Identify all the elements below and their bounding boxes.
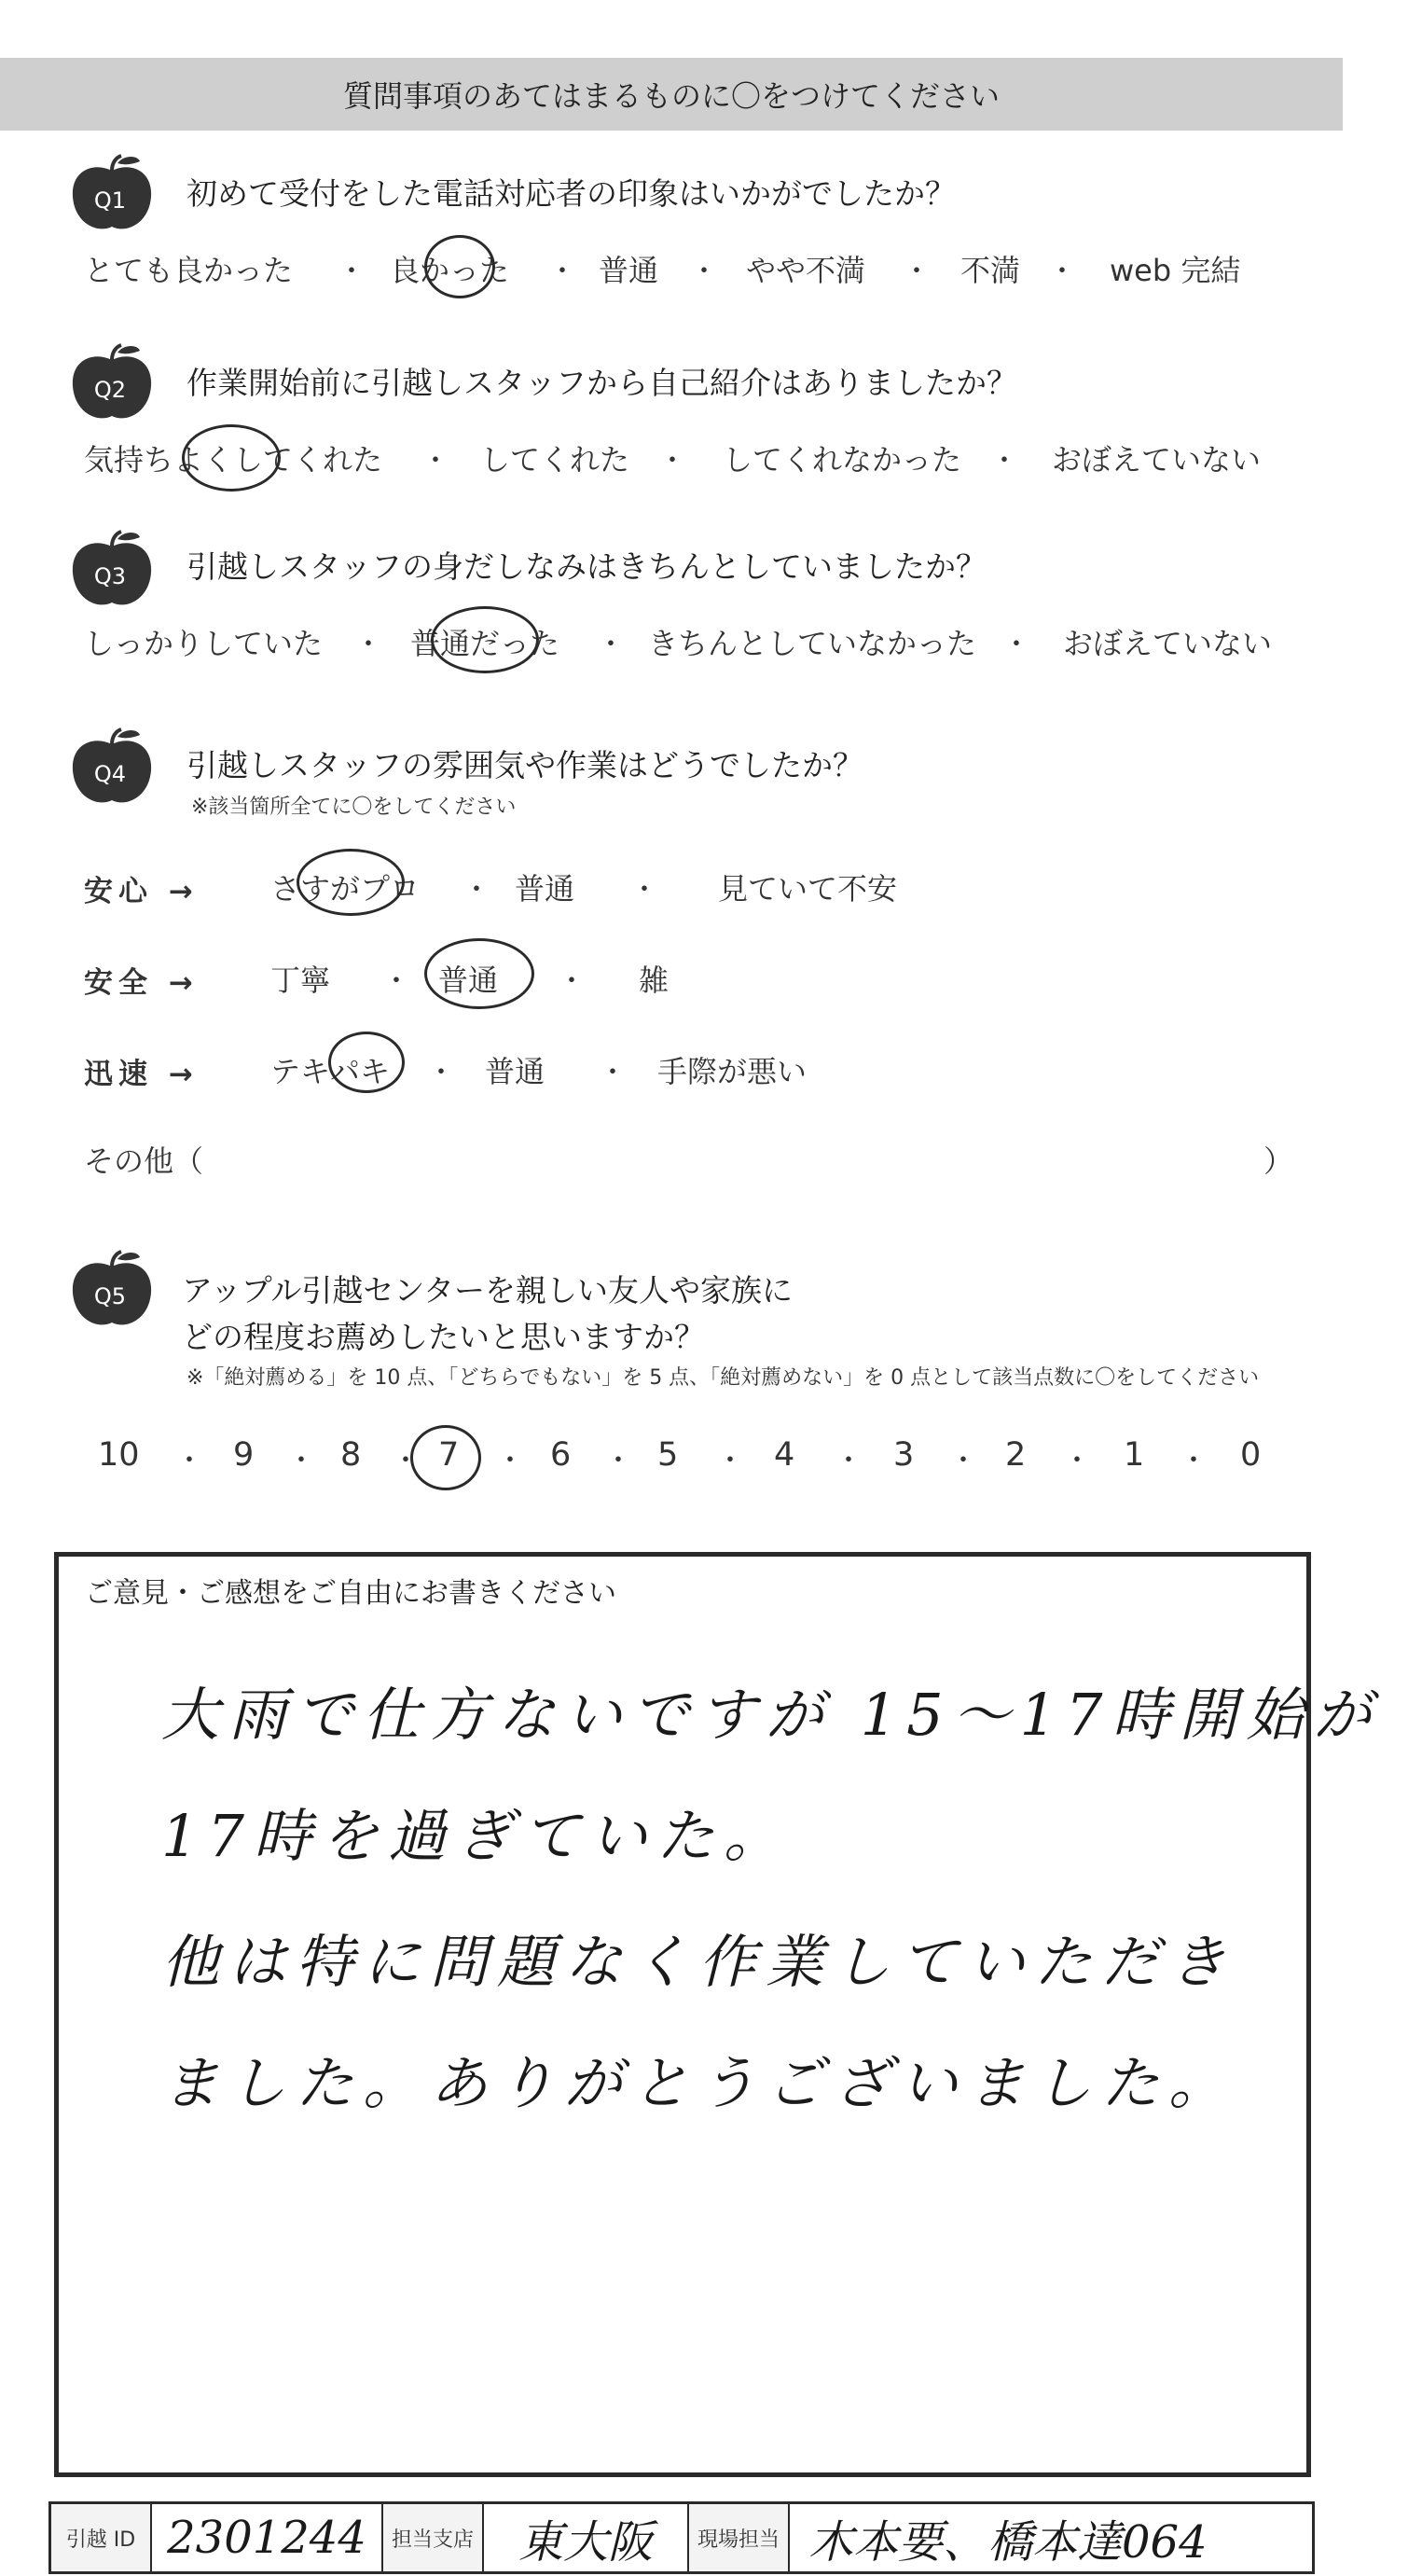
q1-apple-badge-icon <box>65 154 159 238</box>
separator-dot: ・ <box>496 1445 524 1477</box>
separator-dot: ・ <box>1048 256 1076 288</box>
id-label: 引越 ID <box>51 2504 152 2571</box>
q4-note: ※該当箇所全てに〇をしてください <box>191 796 517 819</box>
q3-option-2[interactable]: 普通だった <box>410 626 560 661</box>
separator-dot: ・ <box>630 874 658 907</box>
survey-title: 質問事項のあてはまるものに〇をつけてください <box>342 78 1000 114</box>
selection-circle <box>431 606 539 673</box>
selection-circle <box>424 235 495 298</box>
branch-label: 担当支店 <box>383 2504 484 2571</box>
q3-option-4[interactable]: おぼえていない <box>1063 626 1273 661</box>
score-4[interactable]: 4 <box>774 1436 795 1474</box>
selection-circle <box>328 1032 405 1093</box>
q4-anshin-option-1[interactable]: さすがプロ <box>270 871 421 907</box>
separator-dot: ・ <box>558 965 586 998</box>
q4-anzen-option-2[interactable]: 普通 <box>438 963 499 998</box>
q4-row-label-anshin: 安心 → <box>84 875 199 908</box>
q4-row-label-anzen: 安全 → <box>84 966 199 1000</box>
separator-dot: ・ <box>462 874 490 907</box>
score-8[interactable]: 8 <box>340 1436 362 1474</box>
separator-dot: ・ <box>421 445 449 478</box>
q4-other-label: その他（ <box>84 1143 204 1179</box>
selection-circle <box>424 938 534 1009</box>
separator-dot: ・ <box>597 629 625 661</box>
q1-badge-label: Q1 <box>93 187 127 214</box>
score-6[interactable]: 6 <box>550 1436 572 1474</box>
q5-note: ※「絶対薦める」を 10 点、「どちらでもない」を 5 点、「絶対薦めない」を 0 点として該当点数に〇をしてください <box>186 1366 1260 1390</box>
selection-circle <box>297 849 405 916</box>
q5-badge-label: Q5 <box>93 1283 127 1309</box>
q4-anzen-option-1[interactable]: 丁寧 <box>270 963 331 998</box>
q1-option-4[interactable]: やや不満 <box>746 253 866 288</box>
separator-dot: ・ <box>1063 1445 1091 1477</box>
separator-dot: ・ <box>287 1445 315 1477</box>
separator-dot: ・ <box>175 1445 203 1477</box>
q2-question: 作業開始前に引越しスタッフから自己紹介はありましたか？ <box>186 365 1017 401</box>
q1-question: 初めて受付をした電話対応者の印象はいかがでしたか？ <box>186 175 956 212</box>
q2-option-3[interactable]: してくれなかった <box>723 442 962 478</box>
selection-circle <box>410 1425 481 1490</box>
separator-dot: ・ <box>354 629 382 661</box>
separator-dot: ・ <box>599 1057 627 1089</box>
separator-dot: ・ <box>548 256 576 288</box>
q3-option-1[interactable]: しっかりしていた <box>84 626 324 661</box>
comment-line-3: 他は特に問題なく作業していただき <box>161 1928 1236 1996</box>
q1-option-6[interactable]: web 完結 <box>1110 253 1241 288</box>
score-2[interactable]: 2 <box>1005 1436 1027 1474</box>
q1-option-2[interactable]: 良かった <box>390 253 510 288</box>
score-10[interactable]: 10 <box>98 1436 140 1474</box>
separator-dot: ・ <box>1180 1445 1208 1477</box>
staff-value: 木本要、橋本達064 <box>808 2515 1208 2569</box>
id-value: 2301244 <box>152 2504 383 2571</box>
score-0[interactable]: 0 <box>1240 1436 1262 1474</box>
q4-jinsoku-option-3[interactable]: 手際が悪い <box>657 1054 808 1089</box>
comment-line-1: 大雨で仕方ないですが 15～17時開始が <box>161 1681 1381 1749</box>
comment-box[interactable] <box>54 1552 1381 2477</box>
q4-anshin-option-3[interactable]: 見ていて不安 <box>718 871 898 907</box>
q3-option-3[interactable]: きちんとしていなかった <box>648 626 977 661</box>
score-7[interactable]: 7 <box>438 1436 460 1474</box>
q4-row-label-jinsoku: 迅速 → <box>84 1058 199 1091</box>
q4-jinsoku-option-2[interactable]: 普通 <box>485 1054 545 1089</box>
selection-circle <box>182 424 281 492</box>
separator-dot: ・ <box>949 1445 977 1477</box>
q3-question: 引越しスタッフの身だしなみはきちんとしていましたか？ <box>186 548 987 585</box>
q2-option-1[interactable]: 気持ちよくしてくれた <box>84 442 383 478</box>
q4-anzen-option-3[interactable]: 雑 <box>639 963 670 998</box>
q2-option-4[interactable]: おぼえていない <box>1052 442 1262 478</box>
q2-apple-badge-icon <box>65 343 159 427</box>
separator-dot: ・ <box>835 1445 863 1477</box>
q5-question-line2: どの程度お薦めしたいと思いますか？ <box>182 1319 705 1355</box>
q3-badge-label: Q3 <box>93 563 127 589</box>
separator-dot: ・ <box>1002 629 1030 661</box>
q4-anshin-option-2[interactable]: 普通 <box>515 871 575 907</box>
separator-dot: ・ <box>658 445 686 478</box>
separator-dot: ・ <box>903 256 931 288</box>
q3-apple-badge-icon <box>65 530 159 614</box>
score-9[interactable]: 9 <box>233 1436 255 1474</box>
q4-apple-badge-icon <box>65 727 159 811</box>
separator-dot: ・ <box>990 445 1018 478</box>
q4-badge-label: Q4 <box>93 761 127 787</box>
comment-line-4: ました。ありがとうございました。 <box>161 2049 1236 2117</box>
q1-option-3[interactable]: 普通 <box>599 253 659 288</box>
separator-dot: ・ <box>716 1445 744 1477</box>
separator-dot: ・ <box>382 965 410 998</box>
q1-option-5[interactable]: 不満 <box>960 253 1021 288</box>
staff-label: 現場担当 <box>689 2504 790 2571</box>
separator-dot: ・ <box>427 1057 455 1089</box>
q2-badge-label: Q2 <box>93 377 127 403</box>
separator-dot: ・ <box>690 256 718 288</box>
q5-question-line1: アップル引越センターを親しい友人や家族に <box>182 1272 794 1309</box>
q4-other-close: ） <box>1263 1143 1294 1179</box>
separator-dot: ・ <box>392 1445 420 1477</box>
footer-table <box>48 2501 1315 2574</box>
score-5[interactable]: 5 <box>657 1436 679 1474</box>
separator-dot: ・ <box>604 1445 632 1477</box>
branch-value: 東大阪 <box>484 2504 689 2571</box>
survey-header <box>0 58 1343 131</box>
comment-line-2: 17時を過ぎていた。 <box>161 1802 791 1870</box>
separator-dot: ・ <box>338 256 366 288</box>
q5-apple-badge-icon <box>65 1250 159 1334</box>
score-1[interactable]: 1 <box>1124 1436 1145 1474</box>
q4-jinsoku-option-1[interactable]: テキパキ <box>270 1054 391 1089</box>
score-3[interactable]: 3 <box>893 1436 915 1474</box>
comment-title: ご意見・ご感想をご自由にお書きください <box>85 1577 616 1610</box>
q4-question: 引越しスタッフの雰囲気や作業はどうでしたか？ <box>186 747 863 783</box>
q1-option-1[interactable]: とても良かった <box>84 253 294 288</box>
q2-option-2[interactable]: してくれた <box>480 442 630 478</box>
